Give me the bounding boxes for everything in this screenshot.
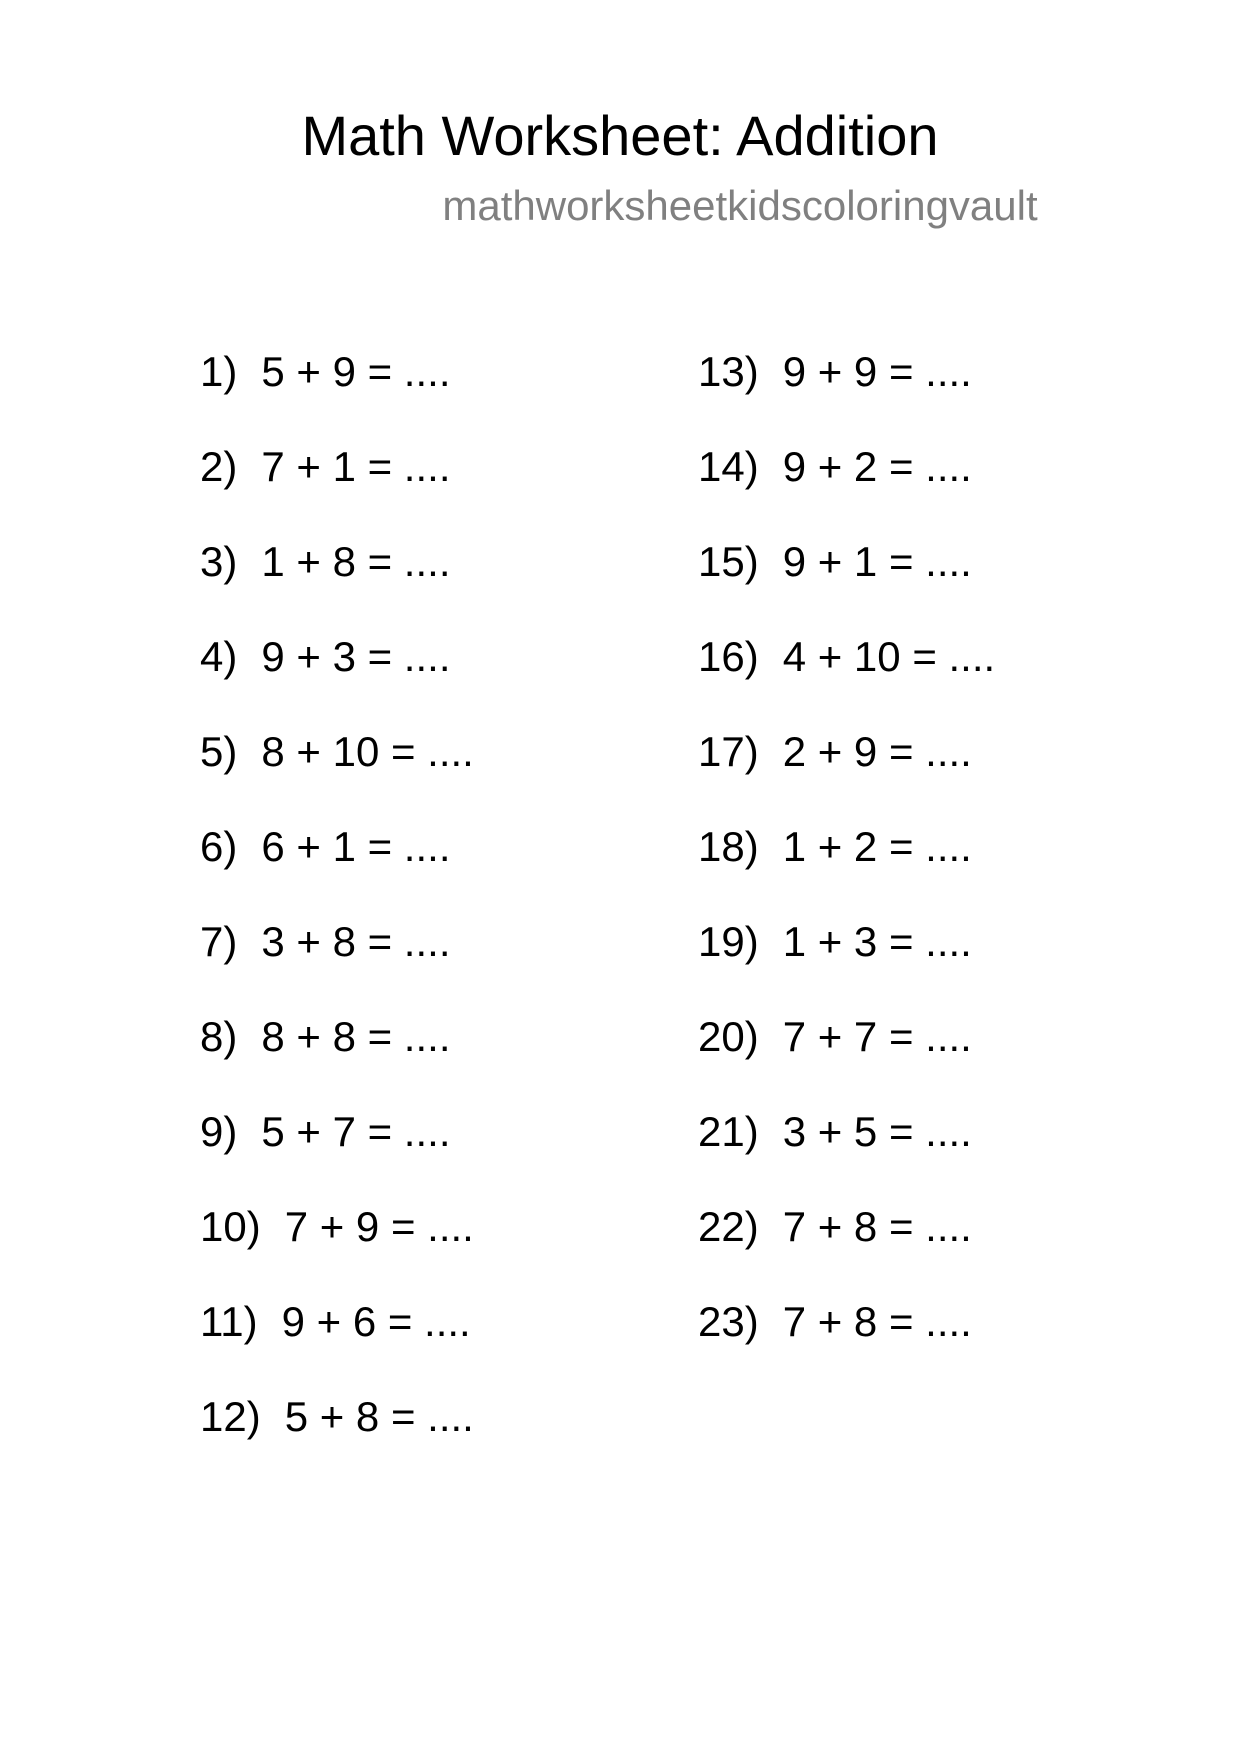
problem-item (698, 1007, 995, 1102)
problem-item (200, 1102, 474, 1197)
problem-item (698, 817, 995, 912)
problem-item (698, 1197, 995, 1292)
worksheet-title: Math Worksheet: Addition (301, 104, 939, 167)
problem-expression: 5 + 7 = .... (261, 1108, 451, 1155)
problem-number: 2) (200, 443, 238, 490)
problem-expression: 3 + 5 = .... (782, 1108, 972, 1155)
problem-expression: 7 + 7 = .... (782, 1013, 972, 1060)
problem-expression: 7 + 8 = .... (782, 1298, 972, 1345)
problem-item (200, 1292, 474, 1387)
problem-number: 1) (200, 348, 238, 395)
problem-item (200, 532, 474, 627)
problem-item (200, 912, 474, 1007)
problem-number: 5) (200, 728, 238, 775)
problem-item (200, 817, 474, 912)
problem-expression: 3 + 8 = .... (261, 918, 451, 965)
problem-item (698, 437, 995, 532)
problem-number: 21) (698, 1108, 759, 1155)
problem-number: 16) (698, 633, 759, 680)
problem-expression: 7 + 8 = .... (782, 1203, 972, 1250)
problem-item (698, 532, 995, 627)
problem-expression: 9 + 1 = .... (782, 538, 972, 585)
problem-expression: 9 + 3 = .... (261, 633, 451, 680)
problem-number: 6) (200, 823, 238, 870)
problem-expression: 9 + 2 = .... (782, 443, 972, 490)
problem-number: 10) (200, 1203, 261, 1250)
problem-expression: 1 + 8 = .... (261, 538, 451, 585)
problem-column-left (200, 342, 474, 1482)
problem-number: 17) (698, 728, 759, 775)
problem-number: 9) (200, 1108, 238, 1155)
problem-number: 22) (698, 1203, 759, 1250)
problem-number: 8) (200, 1013, 238, 1060)
problem-number: 12) (200, 1393, 261, 1440)
problem-number: 15) (698, 538, 759, 585)
problem-number: 13) (698, 348, 759, 395)
problem-expression: 4 + 10 = .... (782, 633, 996, 680)
problem-expression: 8 + 10 = .... (261, 728, 474, 775)
problem-item (200, 1387, 474, 1482)
problem-number: 18) (698, 823, 759, 870)
problem-item (200, 722, 474, 817)
worksheet-subtitle: mathworksheetkidscoloringvault (442, 182, 1038, 229)
problem-item (200, 437, 474, 532)
problem-number: 3) (200, 538, 238, 585)
problem-expression: 9 + 6 = .... (281, 1298, 471, 1345)
problem-expression: 7 + 1 = .... (261, 443, 451, 490)
problem-item (698, 342, 995, 437)
problem-item (698, 627, 995, 722)
problem-expression: 9 + 9 = .... (782, 348, 972, 395)
problem-item (200, 1197, 474, 1292)
problem-number: 4) (200, 633, 238, 680)
problem-number: 20) (698, 1013, 759, 1060)
problem-item (200, 627, 474, 722)
problem-item (698, 912, 995, 1007)
problem-number: 11) (200, 1298, 258, 1345)
problem-number: 7) (200, 918, 238, 965)
problem-number: 14) (698, 443, 759, 490)
problem-item (698, 1102, 995, 1197)
problem-expression: 2 + 9 = .... (782, 728, 972, 775)
problem-expression: 5 + 9 = .... (261, 348, 451, 395)
problem-item (698, 1292, 995, 1387)
problem-expression: 1 + 3 = .... (782, 918, 972, 965)
problem-item (200, 342, 474, 437)
problem-expression: 1 + 2 = .... (782, 823, 972, 870)
problem-item (200, 1007, 474, 1102)
problem-number: 23) (698, 1298, 759, 1345)
problem-expression: 5 + 8 = .... (284, 1393, 474, 1440)
problem-expression: 7 + 9 = .... (284, 1203, 474, 1250)
problem-number: 19) (698, 918, 759, 965)
problem-expression: 6 + 1 = .... (261, 823, 451, 870)
problem-column-right (698, 342, 995, 1387)
problem-expression: 8 + 8 = .... (261, 1013, 451, 1060)
problem-item (698, 722, 995, 817)
